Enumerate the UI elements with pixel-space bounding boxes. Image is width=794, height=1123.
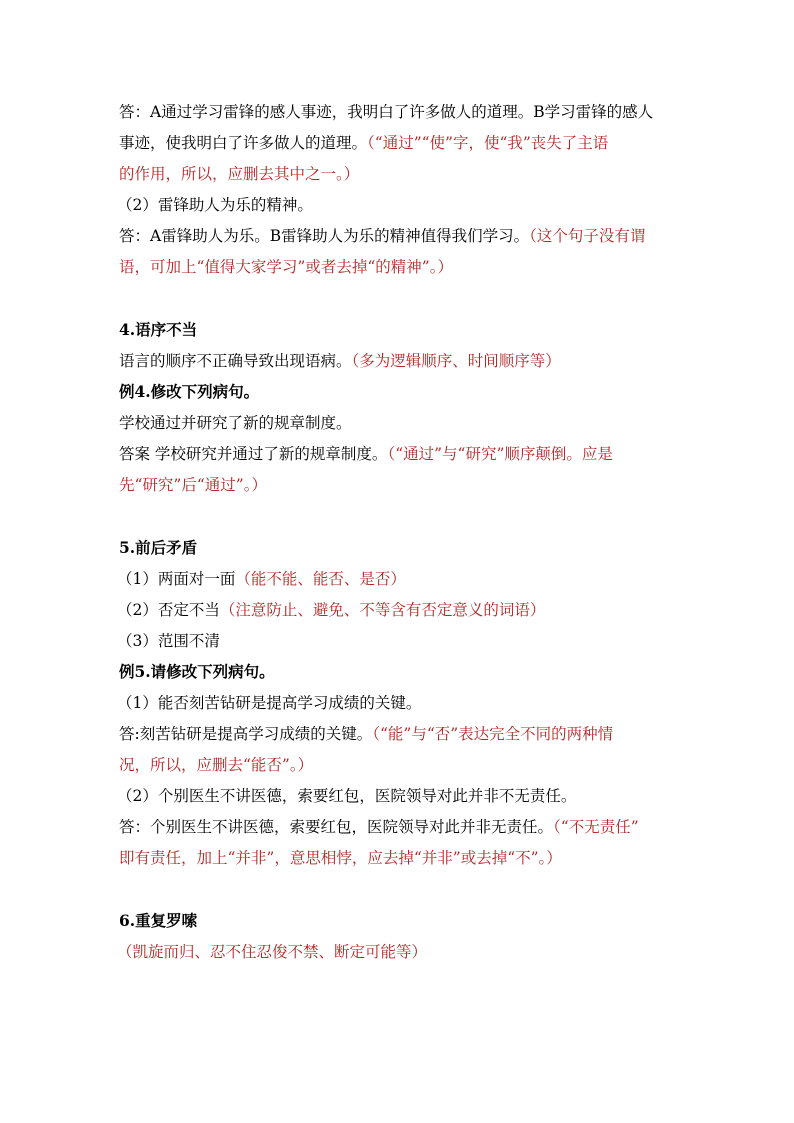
answer-text: 答：A通过学习雷锋的感人事迹，我明白了许多做人的道理。B学习雷锋的感人 [119,103,654,121]
explanation-note: （“能”与“否”表达完全不同的两种情 [372,725,614,743]
answer-line [119,133,679,153]
definition-text: 语言的顺序不正确导致出现语病。 [119,352,352,370]
answer-line [119,444,679,464]
example-heading: 例4.修改下列病句。 [119,382,260,401]
explanation-note: （能不能、能否、是否） [235,570,406,588]
example-heading: 例5.请修改下列病句。 [119,662,275,681]
answer-text: 事迹，使我明白了许多做人的道理。 [119,134,368,152]
explanation-note: 况，所以，应删去“能否”。） [119,756,314,774]
example-sentence: （2）个别医生不讲医德，索要红包，医院领导对此并非不无责任。 [117,787,577,805]
list-item [117,631,677,651]
explanation-note: （凯旋而归、忍不住忍俊不禁、断定可能等） [117,943,428,961]
list-item-text: （3）范围不清 [117,632,220,650]
explanation-note: （注意防止、避免、不等含有否定意义的词语） [219,601,546,619]
explanation-note: 即有责任，加上“并非”，意思相悖，应去掉“并非”或去掉“不”。） [119,849,562,867]
explanation-note: 先“研究”后“通过”。） [119,476,267,494]
answer-line [119,724,679,744]
answer-line [119,102,679,122]
example-sentence: 学校通过并研究了新的规章制度。 [119,414,352,432]
section-heading: 6.重复罗嗦 [119,911,198,930]
explanation-note: （这个句子没有谓 [529,227,646,245]
explanation-note: 的作用，所以，应删去其中之一。） [119,165,360,183]
answer-text: 答：A雷锋助人为乐。B雷锋助人为乐的精神值得我们学习。 [119,227,530,245]
list-item [117,600,677,620]
answer-text: 答案 学校研究并通过了新的规章制度。 [119,445,388,463]
list-item-text: （1）两面对一面 [117,570,236,588]
list-item [117,569,677,589]
explanation-note: （多为逻辑顺序、时间顺序等） [351,352,561,370]
definition-line [119,351,679,371]
example-sentence: （1）能否刻苦钻研是提高学习成绩的关键。 [117,694,422,712]
section-heading: 4.语序不当 [119,320,198,339]
explanation-note: （“不无责任” [553,818,639,836]
explanation-note: 语，可加上“值得大家学习”或者去掉“的精神”。） [119,258,453,276]
explanation-note: （“通过”“使”字，使“我”丧失了主语 [367,134,609,152]
answer-line [119,817,679,837]
answer-text: 答:刻苦钻研是提高学习成绩的关键。 [119,725,373,743]
section-heading: 5.前后矛盾 [119,538,198,557]
answer-text: 答：个别医生不讲医德，索要红包，医院领导对此并非无责任。 [119,818,554,836]
answer-line [119,226,679,246]
explanation-note: （“通过”与“研究”顺序颠倒。应是 [387,445,613,463]
example-sentence: （2）雷锋助人为乐的精神。 [117,196,313,214]
list-item-text: （2）否定不当 [117,601,220,619]
